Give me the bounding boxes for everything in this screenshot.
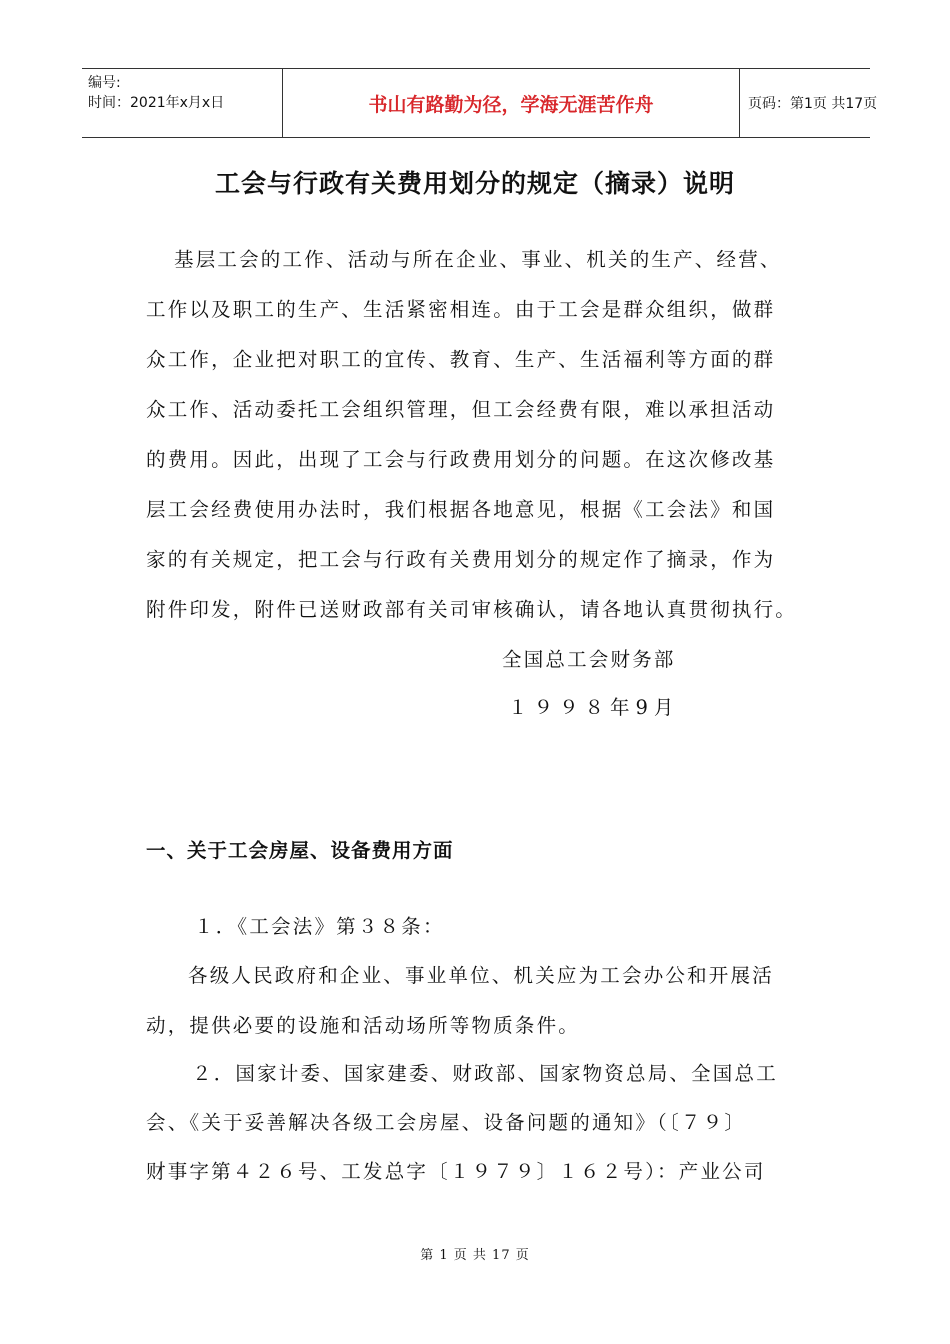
- header-number-label: 编号:: [88, 75, 121, 91]
- intro-line: 家的有关规定，把工会与行政有关费用划分的规定作了摘录，作为: [146, 548, 776, 571]
- header-time-label: 时间：2021年x月x日: [88, 95, 225, 111]
- item-text-line: 动，提供必要的设施和活动场所等物质条件。: [146, 1014, 581, 1037]
- item-title: １．《工会法》第３８条：: [194, 915, 445, 938]
- intro-line: 附件印发，附件已送财政部有关司审核确认，请各地认真贯彻执行。: [146, 598, 798, 621]
- intro-line: 层工会经费使用办法时，我们根据各地意见，根据《工会法》和国: [146, 498, 776, 521]
- document-title: 工会与行政有关费用划分的规定（摘录）说明: [214, 169, 735, 198]
- signature-date: １９９８年9月: [508, 696, 680, 719]
- page-footer: 第 1 页 共 17 页: [420, 1248, 530, 1263]
- intro-line: 基层工会的工作、活动与所在企业、事业、机关的生产、经营、: [174, 248, 782, 271]
- intro-line: 众工作、活动委托工会组织管理，但工会经费有限，难以承担活动: [146, 398, 776, 421]
- item-text-line: 财事字第４２６号、工发总字〔１９７９〕１６２号）：产业公司: [146, 1160, 766, 1183]
- header-page-info: 页码：第1页 共17页: [748, 96, 878, 112]
- header-motto-cell: [282, 69, 740, 137]
- item-text-line: ２．国家计委、国家建委、财政部、国家物资总局、全国总工: [192, 1062, 778, 1085]
- intro-line: 工作以及职工的生产、生活紧密相连。由于工会是群众组织，做群: [146, 298, 776, 321]
- item-text-line: 各级人民政府和企业、事业单位、机关应为工会办公和开展活: [188, 964, 774, 987]
- signature-org: 全国总工会财务部: [502, 648, 676, 671]
- item-text-line: 会、《关于妥善解决各级工会房屋、设备问题的通知》（〔７９〕: [146, 1111, 747, 1134]
- intro-line: 的费用。因此，出现了工会与行政费用划分的问题。在这次修改基: [146, 448, 776, 471]
- section-heading: 一、关于工会房屋、设备费用方面: [146, 839, 454, 862]
- header-motto: 书山有路勤为径，学海无涯苦作舟: [368, 93, 654, 116]
- intro-line: 众工作，企业把对职工的宜传、教育、生产、生活福利等方面的群: [146, 348, 776, 371]
- document-header: [82, 68, 878, 138]
- header-meta: [82, 69, 282, 137]
